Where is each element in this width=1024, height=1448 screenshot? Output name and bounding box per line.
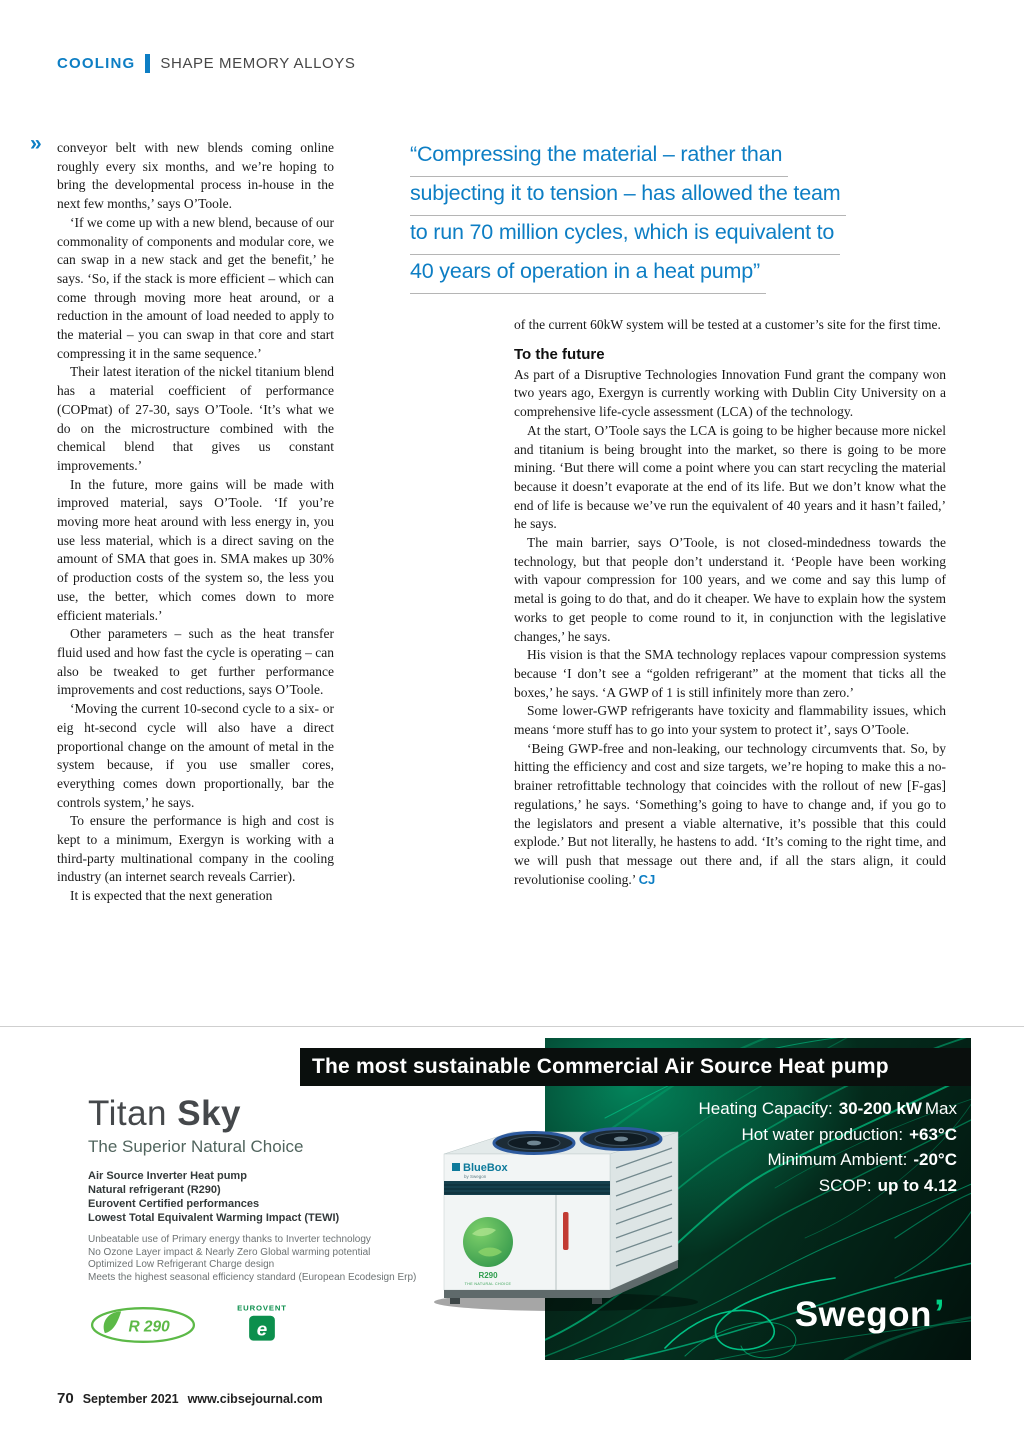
pull-quote-line: to run 70 million cycles, which is equivalent to bbox=[410, 219, 840, 255]
section-divider bbox=[0, 1026, 1024, 1027]
page-footer bbox=[57, 1390, 323, 1407]
spec-value: up to 4.12 bbox=[877, 1175, 957, 1195]
article-left-column bbox=[30, 132, 334, 906]
subheading: To the future bbox=[514, 345, 605, 363]
ad-headline: The most sustainable Commercial Air Source Heat pump bbox=[312, 1055, 889, 1078]
ad-headline-banner bbox=[300, 1048, 971, 1086]
spec-value: +63°C bbox=[909, 1124, 957, 1144]
eco-label: R290 bbox=[478, 1271, 498, 1280]
paragraph: At the start, O’Toole says the LCA is going to be higher because more nickel and titanium is being brought into the market, so there is going to be more mining. ‘But there will come a point where you can start recycling the material because it doesn’t evaporate at the end of its life. But we don’t know what the end of life is because we’ve run the equivalent of 40 years and it hasn’t failed,’ he says. bbox=[514, 422, 946, 532]
spec-row bbox=[699, 1096, 957, 1122]
paragraph-text: ‘Being GWP-free and non-leaking, our technology circumvents that. So, by hitting the efficiency and cost and size targets, we’re hoping to make this a no-brainer retrofittable technology that coincides with the rollout of new [F-gas] regulations,’ he says. ‘Something’s going to have to change and, if you go to the legislators and present a viable alternative, it’s possible that this could explode.’ But not literally, he hastens to add. ‘It’s coming to the right time, and we will push that message out there and, if all the stars align, it could revolutionise cooling.’ bbox=[514, 740, 946, 887]
paragraph: As part of a Disruptive Technologies Innovation Fund grant the company won two years ago, Exergyn is currently working with Dublin City University on a comprehensive life-cycle assessment (LCA) of the technology. bbox=[514, 366, 946, 420]
spec-value: -20°C bbox=[913, 1150, 957, 1169]
feature-item: Air Source Inverter Heat pump bbox=[88, 1170, 247, 1182]
paragraph bbox=[514, 740, 946, 890]
paragraph: To ensure the performance is high and cost is kept to a minimum, Exergyn is working with a third-party multinational company in the cooling industry (an internet search reveals Carrier). bbox=[57, 813, 334, 885]
feature-item: No Ozone Layer impact & Nearly Zero Global warming potential bbox=[88, 1246, 371, 1258]
feature-item: Natural refrigerant (R290) bbox=[88, 1184, 221, 1196]
paragraph: Their latest iteration of the nickel titanium blend has a material coefficient of performance (COPmat) of 27-30, says O’Toole. ‘It’s what we do on the microstructure combined with the chemical blend that gives us constant improvements.’ bbox=[57, 364, 334, 473]
heat-pump-product-image bbox=[416, 1084, 706, 1314]
paragraph: His vision is that the SMA technology replaces vapour compression systems because ‘I don’t see a “golden refrigerant” at the moment that ticks all the boxes,’ he says. ‘A GWP of 1 is still infinitely more than zero.’ bbox=[514, 647, 946, 700]
spec-list bbox=[699, 1096, 957, 1198]
header-divider bbox=[145, 54, 150, 73]
website-link[interactable]: www.cibsejournal.com bbox=[187, 1392, 323, 1406]
swegon-logo bbox=[795, 1293, 945, 1336]
eurovent-logo bbox=[226, 1302, 298, 1345]
page-header bbox=[57, 54, 356, 73]
spec-label: SCOP: bbox=[818, 1175, 872, 1195]
eco-sublabel: THE NATURAL CHOICE bbox=[464, 1282, 512, 1286]
pull-quote bbox=[410, 141, 950, 297]
pull-quote-line: “Compressing the material – rather than bbox=[410, 141, 788, 177]
paragraph: It is expected that the next generation bbox=[70, 888, 273, 904]
paragraph: Some lower-GWP refrigerants have toxicity and flammability issues, which means ‘more stuff has to go into your system to protect it’, says O’Toole. bbox=[514, 703, 946, 738]
swegon-wordmark: Swegon bbox=[794, 1295, 932, 1334]
advertisement bbox=[28, 1038, 971, 1360]
article-right-column bbox=[514, 316, 946, 889]
door-handle bbox=[563, 1212, 569, 1250]
certification-badges bbox=[88, 1302, 448, 1345]
feature-item: Meets the highest seasonal efficiency standard (European Ecodesign Erp) bbox=[88, 1271, 417, 1283]
spec-row bbox=[699, 1147, 957, 1173]
spec-label: Hot water production: bbox=[741, 1124, 904, 1144]
spec-label: Minimum Ambient: bbox=[767, 1150, 908, 1169]
spec-suffix: Max bbox=[924, 1099, 957, 1118]
issue-date: September 2021 bbox=[82, 1392, 179, 1406]
continuation-marker-icon: » bbox=[30, 132, 42, 155]
paragraph bbox=[30, 132, 334, 214]
spec-label: Heating Capacity: bbox=[698, 1099, 833, 1118]
svg-text:EUROVENT: EUROVENT bbox=[237, 1303, 287, 1313]
article-end-mark: CJ bbox=[638, 871, 656, 887]
spec-value: 30-200 kW bbox=[838, 1099, 922, 1118]
product-name-light: Titan bbox=[88, 1094, 168, 1133]
feature-item: Eurovent Certified performances bbox=[88, 1198, 260, 1210]
r290-globe-icon bbox=[463, 1217, 513, 1267]
swegon-swoosh-icon: ’ bbox=[933, 1293, 945, 1335]
bluebox-subtext: by Swegon bbox=[464, 1174, 487, 1179]
feature-item: Optimized Low Refrigerant Charge design bbox=[88, 1259, 275, 1270]
svg-text:e: e bbox=[256, 1318, 268, 1340]
svg-text:R 290: R 290 bbox=[128, 1318, 170, 1336]
section-label: COOLING bbox=[57, 55, 136, 72]
paragraph: ‘Moving the current 10-second cycle to a six- or eig ht-second cycle will also have a direct proportional change on the amount of metal in the system because, if you use smaller cores, everything comes down proportionally, bar the controls system,’ he says. bbox=[57, 701, 334, 810]
paragraph-text: conveyor belt with new blends coming online roughly every six months, and we’re hoping to bring the developmental process in-house in the next few months,’ says O’Toole. bbox=[57, 140, 334, 212]
product-tagline: The Superior Natural Choice bbox=[88, 1137, 304, 1156]
feature-item: Lowest Total Equivalent Warming Impact (TEWI) bbox=[88, 1212, 340, 1224]
pull-quote-line: subjecting it to tension – has allowed the team bbox=[410, 180, 846, 216]
bluebox-wordmark: BlueBox bbox=[463, 1162, 508, 1174]
r290-logo bbox=[88, 1305, 198, 1345]
product-name bbox=[88, 1094, 448, 1134]
product-name-bold: Sky bbox=[177, 1094, 242, 1133]
topic-label: SHAPE MEMORY ALLOYS bbox=[160, 55, 356, 72]
spec-row bbox=[699, 1173, 957, 1199]
paragraph: Other parameters – such as the heat transfer fluid used and how fast the cycle is operating – can also be tweaked to get further performance improvements and cost reductions, says O’Toole. bbox=[57, 626, 334, 698]
paragraph: The main barrier, says O’Toole, is not closed-mindedness towards the technology, but that people don’t understand it. ‘People have been working with vapour compression for 100 years, and we come and say this lump of metal is going to do that, and do it cheaper. We have to explain how the system works to get people to come round to it, in conjunction with the legislative changes,’ he says. bbox=[514, 535, 946, 644]
page-number: 70 bbox=[57, 1390, 74, 1407]
feature-list bbox=[88, 1234, 448, 1284]
paragraph: In the future, more gains will be made with improved material, says O’Toole. ‘If you’re moving more heat around with less energy in, you use less material, which is a direct saving on the amount of SMA that goes in. SMA makes up 30% of production costs of the system so, the less you use, the better, which comes down to more efficient materials.’ bbox=[57, 476, 334, 623]
paragraph: of the current 60kW system will be tested at a customer’s site for the first time. bbox=[514, 317, 941, 332]
ad-product-copy bbox=[88, 1094, 448, 1345]
feature-list-bold bbox=[88, 1169, 448, 1225]
feature-item: Unbeatable use of Primary energy thanks to Inverter technology bbox=[88, 1234, 371, 1245]
spec-row bbox=[699, 1122, 957, 1148]
paragraph: ‘If we come up with a new blend, because of our commonality of components and modular core, we can swap in a new stack and get the benefit,’ he says. ‘So, if the stack is more efficient – which can come through moving more heat around, or a reduction in the amount of load needed to apply to the material – you can swap in that core and start compressing it in the same sequence.’ bbox=[57, 214, 334, 361]
pull-quote-line: 40 years of operation in a heat pump” bbox=[410, 258, 766, 294]
